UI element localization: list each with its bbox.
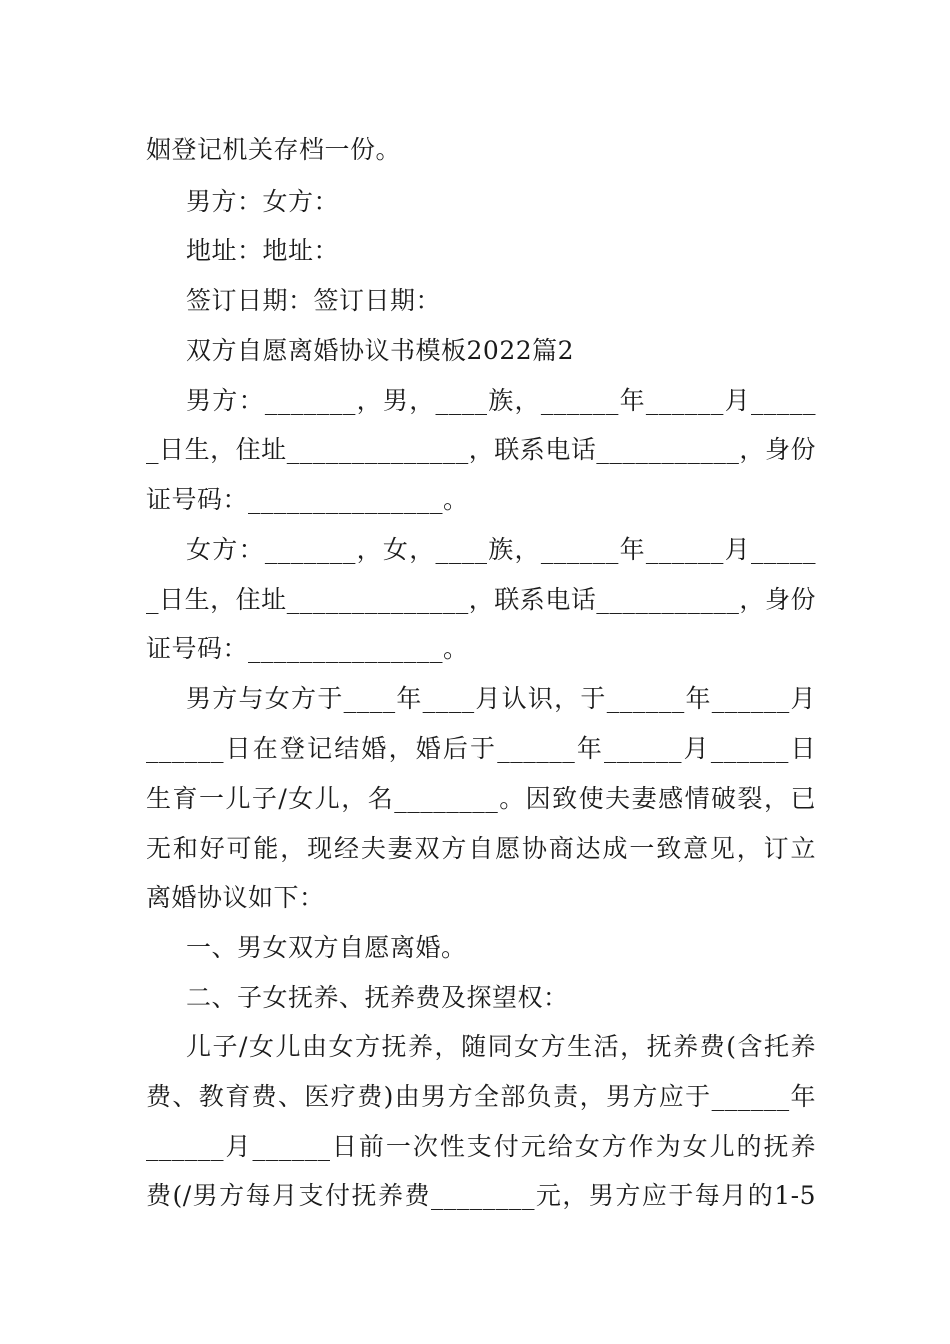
text-line: 姻登记机关存档一份。 <box>146 135 402 164</box>
text-line: 生育一儿子/女儿，名________。因致使夫妻感情破裂，已 <box>146 784 816 813</box>
text-line: ______月______日前一次性支付元给女方作为女儿的抚养 <box>146 1132 816 1161</box>
text-line: 证号码：_______________。 <box>146 485 469 514</box>
text-line: 儿子/女儿由女方抚养，随同女方生活，抚养费(含托养 <box>186 1032 816 1061</box>
text-line: 女方：_______，女，____族，______年______月_____ <box>186 535 816 564</box>
text-line: 男方与女方于____年____月认识，于______年______月 <box>186 684 816 713</box>
text-line: _日生，住址______________，联系电话___________，身份 <box>146 585 816 614</box>
text-line: 地址：地址： <box>186 236 340 265</box>
section-heading: 双方自愿离婚协议书模板2022篇2 <box>186 336 575 365</box>
text-line: 签订日期：签订日期： <box>186 286 442 315</box>
text-line: 无和好可能，现经夫妻双方自愿协商达成一致意见，订立 <box>146 834 816 863</box>
text-line: 费(/男方每月支付抚养费________元，男方应于每月的1-5 <box>146 1181 816 1210</box>
text-line: 离婚协议如下： <box>146 883 325 912</box>
text-line: 费、教育费、医疗费)由男方全部负责，男方应于______年 <box>146 1082 816 1111</box>
text-line: 男方：_______，男，____族，______年______月_____ <box>186 386 816 415</box>
text-line: 男方：女方： <box>186 187 340 216</box>
text-line: 一、男女双方自愿离婚。 <box>186 933 467 962</box>
text-line: ______日在登记结婚，婚后于______年______月______日 <box>146 734 816 763</box>
text-line: 二、子女抚养、抚养费及探望权： <box>186 983 569 1012</box>
text-line: _日生，住址______________，联系电话___________，身份 <box>146 435 816 464</box>
text-line: 证号码：_______________。 <box>146 634 469 663</box>
